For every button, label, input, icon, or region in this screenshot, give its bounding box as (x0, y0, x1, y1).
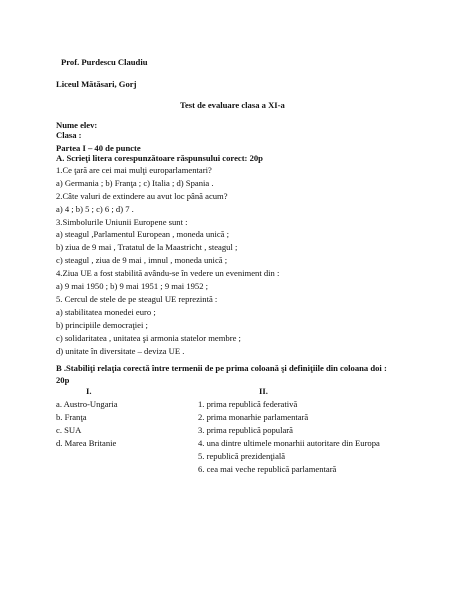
column-2-header: II. (259, 386, 268, 396)
answer-line: a) 4 ; b) 5 ; c) 6 ; d) 7 . (56, 204, 134, 214)
answer-line: c) solidaritatea , unitatea şi armonia statelor membre ; (56, 333, 241, 343)
author-name: Prof. Purdescu Claudiu (61, 57, 148, 67)
answer-line: a) steagul ,Parlamentul European , moneda unică ; (56, 229, 230, 239)
term-item: a. Austro-Ungaria (56, 399, 118, 409)
definition-item: 2. prima monarhie parlamentară (198, 412, 309, 422)
column-1-header: I. (86, 386, 92, 396)
answer-line: b) principiile democraţiei ; (56, 320, 148, 330)
definition-item: 6. cea mai veche republică parlamentară (198, 464, 337, 474)
term-item: c. SUA (56, 425, 82, 435)
definition-item: 1. prima republică federativă (198, 399, 298, 409)
term-item: b. Franţa (56, 412, 87, 422)
answer-line: c) steagul , ziua de 9 mai , imnul , moneda unică ; (56, 255, 228, 265)
question-line: 2.Câte valuri de extindere au avut loc până acum? (56, 191, 228, 201)
school-name: Liceul Mătăsari, Gorj (56, 79, 137, 89)
question-line: 4.Ziua UE a fost stabilită avându-se în vedere un eveniment din : (56, 268, 280, 278)
class-label: Clasa : (56, 130, 82, 140)
question-line: 3.Simbolurile Uniunii Europene sunt : (56, 217, 188, 227)
question-line: 1.Ce ţară are cei mai mulţi europarlamentari? (56, 165, 212, 175)
answer-line: a) Germania ; b) Franţa ; c) Italia ; d) Spania . (56, 178, 214, 188)
definition-item: 4. una dintre ultimele monarhii autoritare din Europa (198, 438, 380, 448)
section-b-heading: B .Stabiliţi relaţia corectă între termenii de pe prima coloană şi definiţiile din coloana doi : (56, 363, 387, 373)
definition-item: 3. prima republică populară (198, 425, 293, 435)
section-b-points: 20p (56, 375, 70, 385)
question-line: 5. Cercul de stele de pe steagul UE reprezintă : (56, 294, 218, 304)
answer-line: b) ziua de 9 mai , Tratatul de la Maastricht , steagul ; (56, 242, 238, 252)
answer-line: a) stabilitatea monedei euro ; (56, 307, 156, 317)
part1-heading: Partea I – 40 de puncte (56, 143, 141, 153)
answer-line: d) unitate în diversitate – deviza UE . (56, 346, 185, 356)
definition-item: 5. republică prezidenţială (198, 451, 286, 461)
section-a-heading: A. Scrieţi litera corespunzătoare răspunsului corect: 20p (56, 153, 263, 163)
student-name-label: Nume elev: (56, 120, 98, 130)
term-item: d. Marea Britanie (56, 438, 117, 448)
test-title: Test de evaluare clasa a XI-a (180, 100, 285, 110)
answer-line: a) 9 mai 1950 ; b) 9 mai 1951 ; 9 mai 1952 ; (56, 281, 209, 291)
